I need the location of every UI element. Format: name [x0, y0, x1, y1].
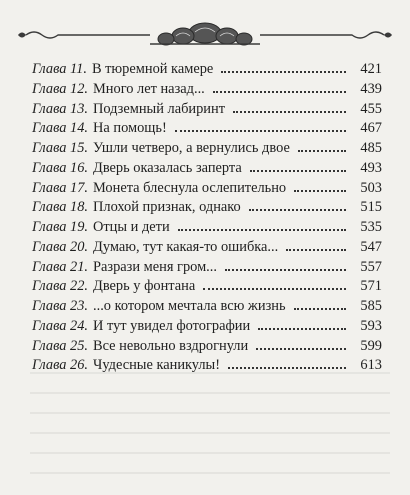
toc-entry[interactable]: [32, 297, 382, 317]
chapter-title: ...о котором мечтала всю жизнь: [93, 298, 286, 314]
dot-leader: [203, 288, 346, 290]
toc-entry[interactable]: [32, 80, 382, 100]
page-number: 585: [360, 298, 382, 314]
chapter-title: И тут увидел фотографии: [93, 317, 251, 334]
chapter-title: Ушли четверо, а вернулись двое: [93, 140, 290, 156]
toc-entry[interactable]: [32, 60, 382, 80]
page-number: 503: [360, 179, 382, 196]
chapter-label: Глава 23.: [32, 298, 88, 314]
chapter-title: В тюремной камере: [91, 61, 214, 77]
toc-entry[interactable]: [32, 179, 382, 199]
chapter-title: Думаю, тут какая-то ошибка...: [93, 238, 279, 255]
chapter-title: Плохой признак, однако: [93, 199, 241, 216]
page-number: 421: [360, 61, 382, 77]
toc-entry[interactable]: [32, 100, 382, 120]
chapter-title: Отцы и дети: [93, 219, 170, 235]
chapter-label: Глава 15.: [32, 140, 88, 156]
chapter-label: Глава 13.: [32, 100, 88, 117]
chapter-label: Глава 26.: [32, 357, 88, 374]
page-number: 515: [360, 199, 382, 216]
chapter-label: Глава 22.: [32, 278, 88, 295]
dot-leader: [258, 328, 346, 330]
page-number: 439: [360, 80, 382, 97]
chapter-title: На помощь!: [93, 120, 167, 137]
chapter-label: Глава 19.: [32, 219, 88, 235]
chapter-title: Подземный лабиринт: [93, 100, 225, 117]
page-number: 571: [360, 278, 382, 295]
chapter-label: Глава 17.: [32, 179, 88, 196]
dot-leader: [294, 308, 346, 310]
page-number: 613: [360, 357, 382, 374]
chapter-title: Дверь оказалась заперта: [93, 159, 242, 176]
chapter-label: Глава 16.: [32, 159, 88, 176]
page-number: 493: [360, 159, 382, 176]
page-number: 485: [360, 140, 382, 156]
page-number: 535: [360, 219, 382, 235]
toc-entry[interactable]: [32, 258, 382, 278]
dot-leader: [213, 91, 346, 93]
dot-leader: [250, 170, 346, 172]
dot-leader: [249, 209, 346, 211]
chapter-title: Разрази меня гром...: [93, 258, 217, 275]
chapter-title: Дверь у фонтана: [93, 278, 196, 295]
chapter-title: Много лет назад...: [93, 80, 205, 97]
dot-leader: [233, 111, 346, 113]
dot-leader: [221, 71, 346, 73]
toc-entry[interactable]: [32, 218, 382, 238]
chapter-label: Глава 21.: [32, 258, 88, 275]
dot-leader: [175, 130, 346, 132]
page-number: 455: [360, 100, 382, 117]
page-number: 599: [360, 337, 382, 354]
toc-entry[interactable]: [32, 119, 382, 139]
toc-entry[interactable]: [32, 337, 382, 357]
chapter-label: Глава 25.: [32, 337, 88, 354]
dot-leader: [225, 269, 346, 271]
toc-entry[interactable]: [32, 238, 382, 258]
chapter-title: Все невольно вздрогнули: [93, 337, 249, 354]
page-number: 547: [360, 238, 382, 255]
dot-leader: [286, 249, 346, 251]
bleed-through-text: [30, 372, 390, 492]
toc-entry[interactable]: [32, 159, 382, 179]
chapter-label: Глава 24.: [32, 317, 88, 334]
dot-leader: [256, 348, 346, 350]
dot-leader: [178, 229, 346, 231]
chapter-title: Чудесные каникулы!: [93, 357, 221, 374]
decorative-ornament-icon: [0, 18, 410, 50]
table-of-contents: [32, 60, 382, 376]
page-number: 557: [360, 258, 382, 275]
dot-leader: [228, 367, 346, 369]
toc-entry[interactable]: [32, 277, 382, 297]
dot-leader: [298, 150, 346, 152]
chapter-label: Глава 20.: [32, 238, 88, 255]
toc-entry[interactable]: [32, 139, 382, 159]
chapter-label: Глава 18.: [32, 199, 88, 216]
chapter-label: Глава 11.: [32, 61, 87, 77]
chapter-label: Глава 12.: [32, 80, 88, 97]
page-number: 467: [360, 120, 382, 137]
toc-entry[interactable]: [32, 317, 382, 337]
toc-entry[interactable]: [32, 198, 382, 218]
dot-leader: [294, 190, 346, 192]
chapter-label: Глава 14.: [32, 120, 88, 137]
page-number: 593: [360, 317, 382, 334]
chapter-title: Монета блеснула ослепительно: [93, 179, 287, 196]
